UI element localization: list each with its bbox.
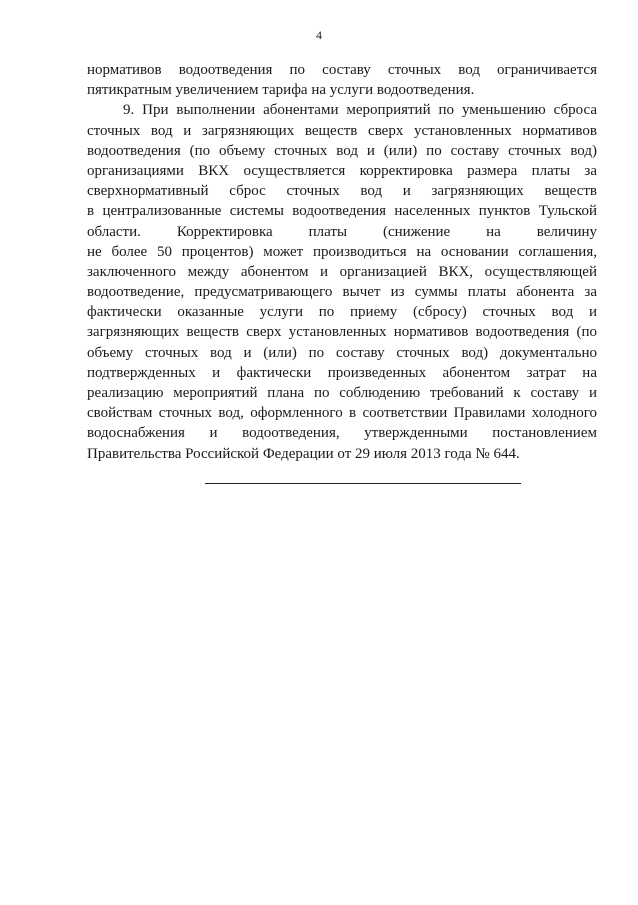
text-line: подтвержденных и фактически произведенных абонентом затрат на — [87, 364, 597, 381]
text-line: загрязняющих веществ сверх установленных нормативов водоотведения (по — [87, 324, 597, 341]
text-line: организациями ВКХ осуществляется корректировка размера платы за — [87, 162, 597, 179]
text-line: фактически оказанные услуги по приему (сбросу) сточных вод и — [87, 304, 597, 321]
text-line: водоснабжения и водоотведения, утвержденными постановлением — [87, 425, 597, 442]
paragraph-item-9 — [87, 100, 597, 463]
text-line: Правительства Российской Федерации от 29 июля 2013 года № 644. — [87, 445, 520, 462]
paragraph-continuation — [87, 60, 597, 100]
text-line: в централизованные системы водоотведения населенных пунктов Тульской — [87, 203, 597, 220]
text-line: объему сточных вод и (или) по составу сточных вод) документально — [87, 344, 597, 361]
text-line: сверхнормативный сброс сточных вод и загрязняющих веществ — [87, 183, 597, 200]
page-number: 4 — [316, 28, 322, 42]
text-line: области. Корректировка платы (снижение на величину — [87, 223, 597, 240]
document-body — [87, 60, 597, 464]
text-line: водоотведения (по объему сточных вод и (или) по составу сточных вод) — [87, 142, 597, 159]
text-line: водоотведение, предусматривающего вычет из суммы платы абонента за — [87, 284, 597, 301]
text-line: реализацию мероприятий плана по соблюдению требований к составу и — [87, 385, 597, 401]
text-line: не более 50 процентов) может производиться на основании соглашения, — [87, 243, 597, 260]
text-line: пятикратным увеличением тарифа на услуги водоотведения. — [87, 82, 475, 99]
text-line: свойствам сточных вод, оформленного в соответствии Правилами холодного — [87, 405, 597, 422]
text-line: 9. При выполнении абонентами мероприятий по уменьшению сброса — [123, 102, 597, 119]
text-line: сточных вод и загрязняющих веществ сверх установленных нормативов — [87, 122, 597, 139]
end-of-document-divider — [205, 483, 521, 484]
text-line: нормативов водоотведения по составу сточных вод ограничивается — [87, 62, 597, 78]
text-line: заключенного между абонентом и организацией ВКХ, осуществляющей — [87, 263, 597, 280]
